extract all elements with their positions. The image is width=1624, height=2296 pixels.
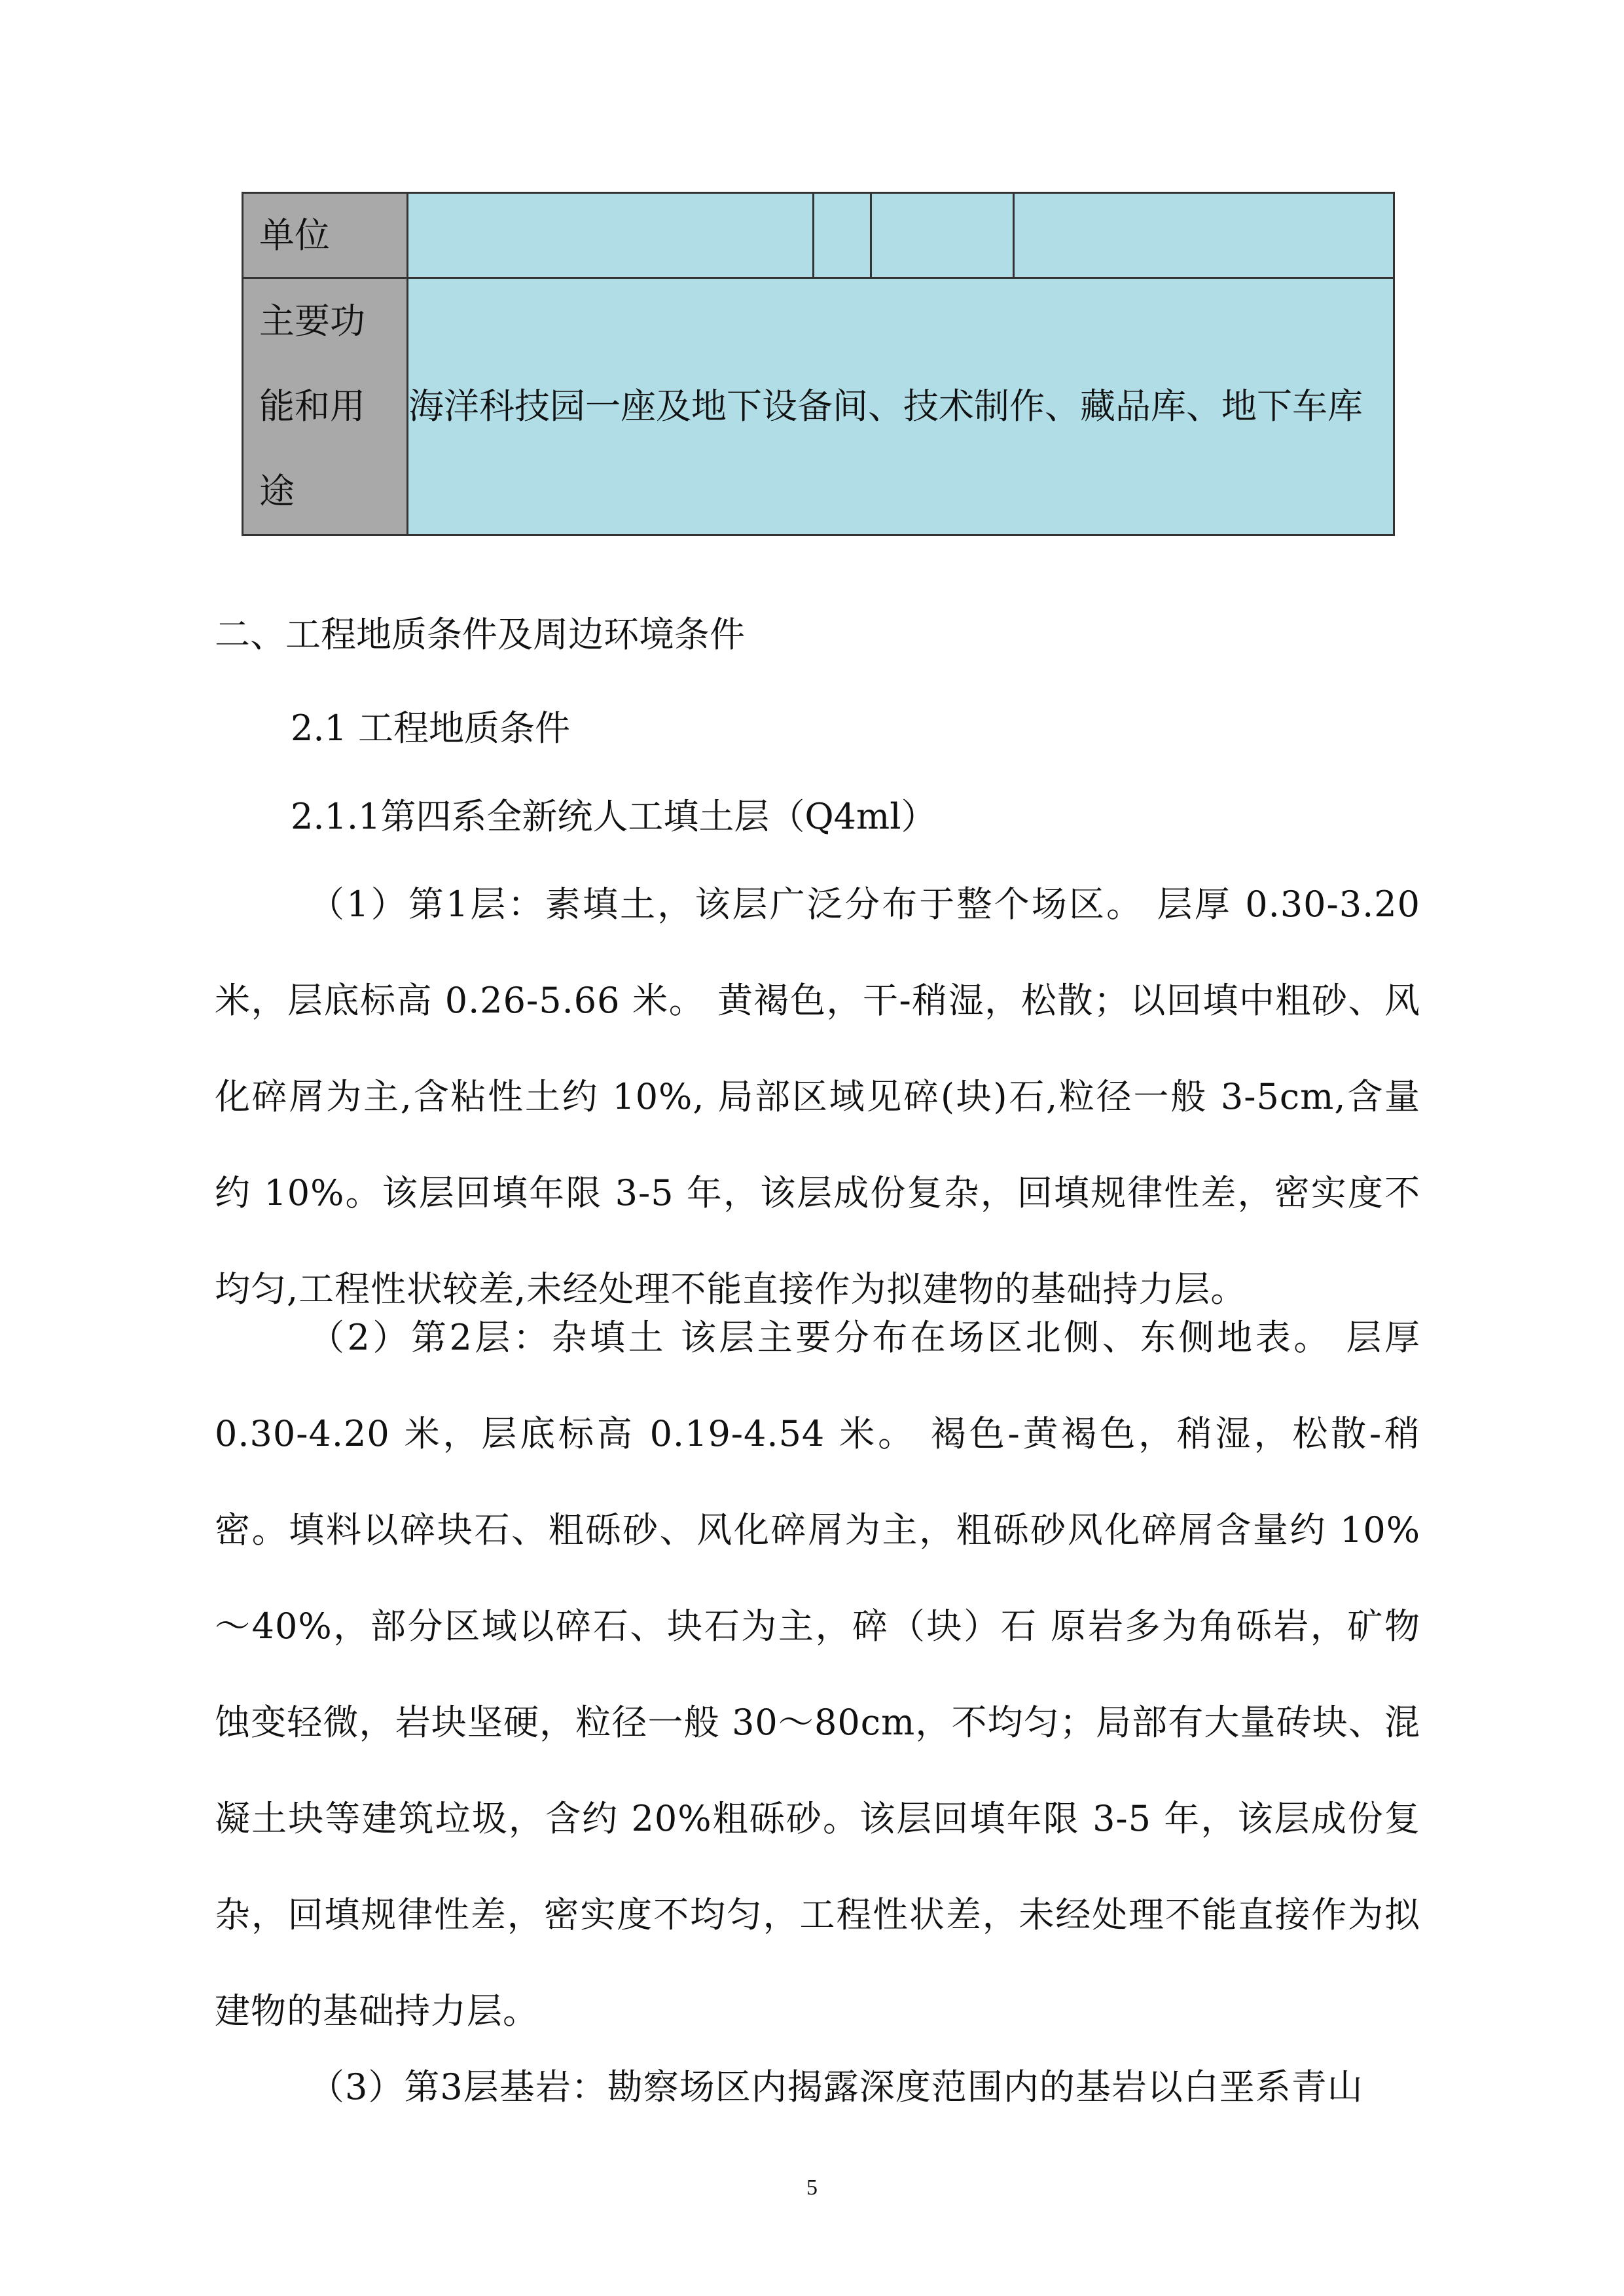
function-value: 海洋科技园一座及地下设备间、技术制作、藏品库、地下车库	[408, 386, 1363, 427]
subsection-heading: 2.1 工程地质条件	[291, 708, 571, 749]
table-row-function	[243, 278, 1394, 535]
paragraph-layer-3: （3）第3层基岩：勘察场区内揭露深度范围内的基岩以白垩系青山	[309, 2066, 1363, 2108]
unit-label: 单位	[259, 214, 330, 256]
paragraph-layer-2: （2）第2层：杂填土 该层主要分布在场区北侧、东侧地表。 层厚 0.30-4.20 米，层底标高 0.19-4.54 米。 褐色-黄褐色，稍湿，松散-稍密。填料以碎块石、粗砾砂、风化碎屑为主，粗砾砂风化碎屑含量约 10%～40%，部分区域以碎石、块石为主，碎（块）石 原岩多为角砾岩，矿物蚀变轻微，岩块坚硬，粒径一般 30～80cm，不均匀；局部有大量砖块、混凝土块等建筑垃圾，含约 20%粗砾砂。该层回填年限 3-5 年，该层成份复杂，回填规律性差，密实度不均匀，工程性状差，未经处理不能直接作为拟建物的基础持力层。	[215, 1317, 1420, 2032]
section-heading: 二、工程地质条件及周边环境条件	[215, 614, 745, 655]
subsubsection-heading: 2.1.1第四系全新统人工填土层（Q4ml）	[291, 796, 937, 837]
table-row-unit	[243, 193, 1394, 278]
page-number: 5	[806, 2176, 818, 2200]
unit-value-cell-2	[814, 193, 871, 278]
function-label-line-1: 主要功	[259, 300, 365, 342]
unit-value-cell-1	[408, 193, 814, 278]
project-info-table	[242, 192, 1395, 536]
unit-label-cell	[243, 193, 408, 278]
function-label-line-3: 途	[259, 471, 295, 512]
function-value-cell	[408, 278, 1394, 535]
function-label-cell	[243, 278, 408, 535]
function-label-line-2: 能和用	[259, 386, 365, 427]
paragraph-layer-1: （1）第1层：素填土，该层广泛分布于整个场区。 层厚 0.30-3.20 米，层底标高 0.26-5.66 米。 黄褐色，干-稍湿，松散；以回填中粗砂、风化碎屑为主,含粘性土约 10%, 局部区域见碎(块)石,粒径一般 3-5cm,含量约 10%。该层回填年限 3-5 年，该层成份复杂，回填规律性差，密实度不均匀,工程性状较差,未经处理不能直接作为拟建物的基础持力层。	[215, 884, 1420, 1310]
unit-value-cell-4	[1014, 193, 1394, 278]
unit-value-cell-3	[871, 193, 1014, 278]
